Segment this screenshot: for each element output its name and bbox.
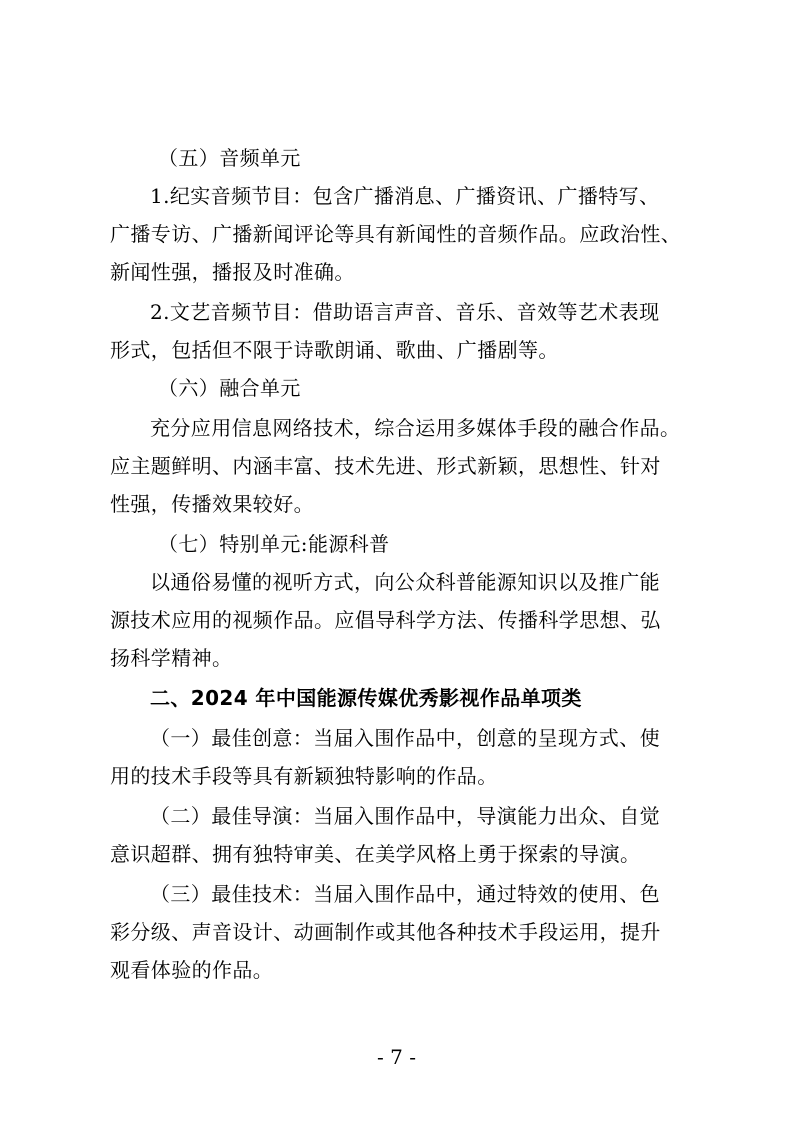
- paragraph-line: 意识超群、拥有独特审美、在美学风格上勇于探索的导演。: [110, 842, 641, 866]
- paragraph-line: 源技术应用的视频作品。应倡导科学方法、传播科学思想、弘: [110, 608, 661, 632]
- paragraph-line: 应主题鲜明、内涵丰富、技术先进、形式新颖，思想性、针对: [110, 454, 661, 478]
- paragraph-line: 彩分级、声音设计、动画制作或其他各种技术手段运用，提升: [110, 920, 661, 944]
- paragraph-line: （二）最佳导演：当届入围作品中，导演能力出众、自觉: [150, 804, 660, 828]
- paragraph-line: 1.纪实音频节目：包含广播消息、广播资讯、广播特写、: [150, 184, 660, 208]
- paragraph-line: （一）最佳创意：当届入围作品中，创意的呈现方式、使: [150, 726, 660, 750]
- section-heading-special: （七）特别单元:能源科普: [158, 532, 390, 556]
- paragraph-line: 扬科学精神。: [110, 646, 233, 670]
- paragraph-line: 性强，传播效果较好。: [110, 492, 314, 516]
- paragraph-line: 用的技术手段等具有新颖独特影响的作品。: [110, 764, 498, 788]
- paragraph-line: 2.文艺音频节目：借助语言声音、音乐、音效等艺术表现: [150, 300, 660, 324]
- main-heading-single-awards: 二、2024 年中国能源传媒优秀影视作品单项类: [150, 686, 582, 710]
- section-heading-audio: （五）音频单元: [158, 146, 301, 170]
- section-heading-fusion: （六）融合单元: [158, 376, 301, 400]
- paragraph-line: 以通俗易懂的视听方式，向公众科普能源知识以及推广能: [150, 570, 660, 594]
- paragraph-line: 形式，包括但不限于诗歌朗诵、歌曲、广播剧等。: [110, 338, 559, 362]
- paragraph-line: 观看体验的作品。: [110, 958, 274, 982]
- paragraph-line: （三）最佳技术：当届入围作品中，通过特效的使用、色: [150, 882, 660, 906]
- paragraph-line: 充分应用信息网络技术，综合运用多媒体手段的融合作品。: [150, 416, 681, 440]
- page-number: - 7 -: [377, 1045, 416, 1069]
- paragraph-line: 广播专访、广播新闻评论等具有新闻性的音频作品。应政治性、: [110, 222, 682, 246]
- paragraph-line: 新闻性强，播报及时准确。: [110, 260, 355, 284]
